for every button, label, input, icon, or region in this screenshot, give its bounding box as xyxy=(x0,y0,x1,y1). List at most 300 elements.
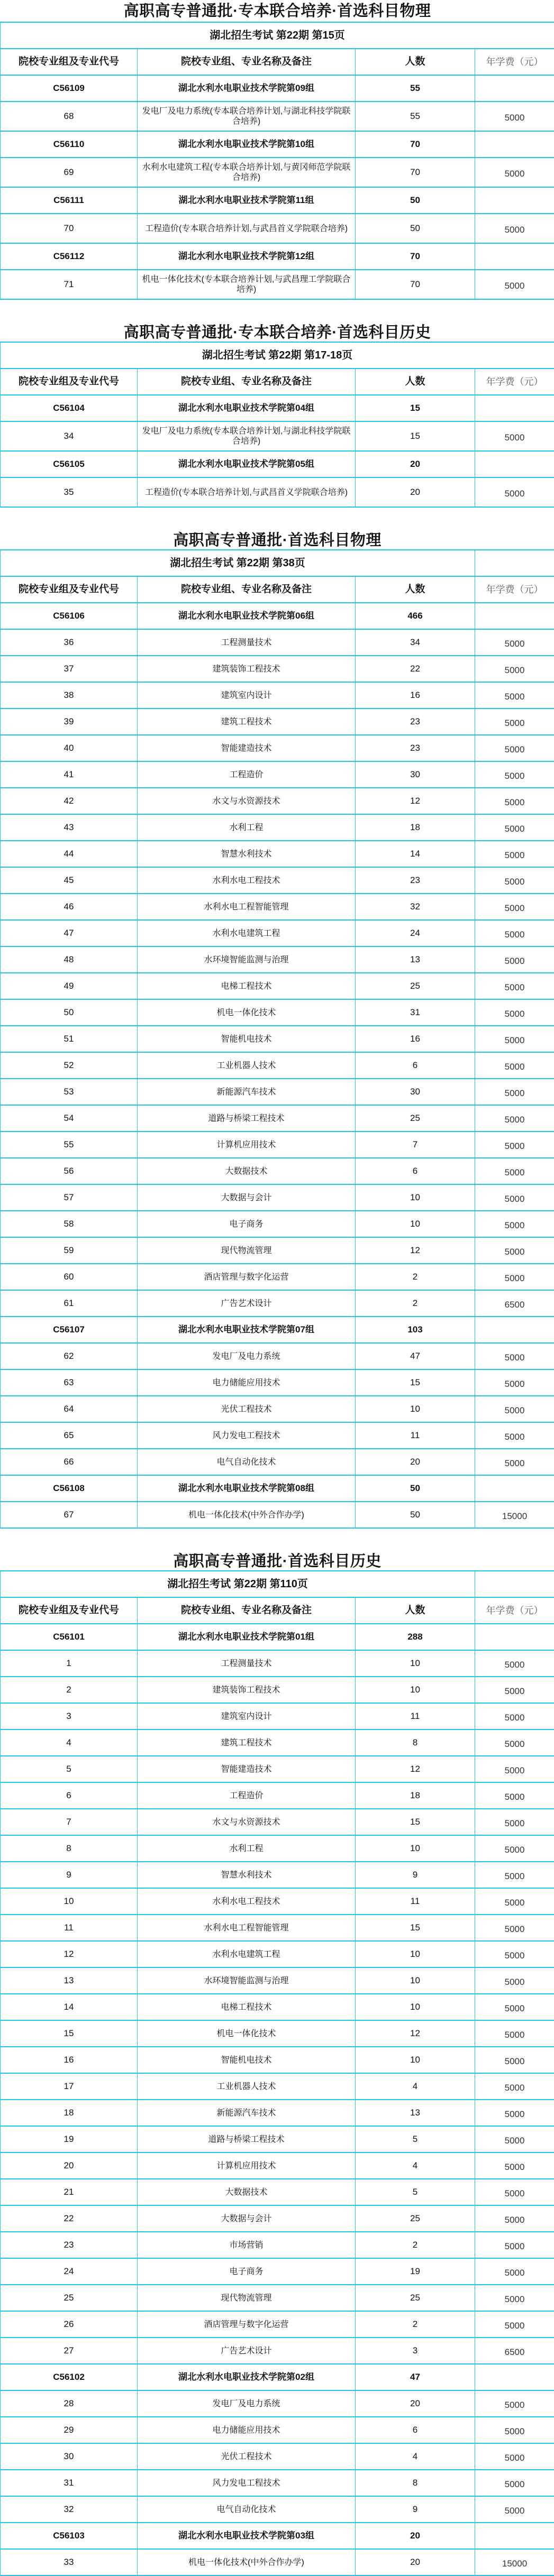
count-cell: 7 xyxy=(356,1131,475,1158)
code-cell: 13 xyxy=(1,1967,138,1994)
major-row xyxy=(1,2285,554,2311)
name-cell: 智慧水利技术 xyxy=(138,841,356,867)
header-code: 院校专业组及专业代号 xyxy=(1,49,138,75)
code-cell: C56106 xyxy=(1,603,138,629)
major-row xyxy=(1,2496,554,2523)
name-cell: 工程造价 xyxy=(138,1782,356,1809)
table-title: 高职高专普通批·专本联合培养·首选科目物理 xyxy=(1,0,554,22)
count-cell: 20 xyxy=(356,1449,475,1475)
fee-cell xyxy=(475,131,554,158)
fee-cell xyxy=(475,1475,554,1502)
fee-cell xyxy=(475,1624,554,1650)
header-name: 院校专业组、专业名称及备注 xyxy=(138,49,356,75)
count-cell: 10 xyxy=(356,1835,475,1862)
fee-cell: 5000 xyxy=(475,2020,554,2047)
name-cell: 大数据与会计 xyxy=(138,1184,356,1211)
name-cell: 智慧水利技术 xyxy=(138,1862,356,1888)
code-cell: C56108 xyxy=(1,1475,138,1502)
group-row xyxy=(1,451,554,477)
code-cell: C56111 xyxy=(1,187,138,214)
fee-cell: 5000 xyxy=(475,629,554,656)
admission-table xyxy=(0,0,554,300)
name-cell: 工程造价(专本联合培养计划,与武昌首义学院联合培养) xyxy=(138,214,356,243)
fee-cell: 5000 xyxy=(475,1994,554,2020)
count-cell: 10 xyxy=(356,1211,475,1237)
code-cell: 20 xyxy=(1,2152,138,2179)
code-cell: C56110 xyxy=(1,131,138,158)
major-row xyxy=(1,867,554,894)
name-cell: 水利水电建筑工程(专本联合培养计划,与黄冈师范学院联合培养) xyxy=(138,158,356,187)
code-cell: C56102 xyxy=(1,2364,138,2390)
fee-cell: 5000 xyxy=(475,102,554,131)
major-row xyxy=(1,2311,554,2338)
name-cell: 智能建造技术 xyxy=(138,735,356,761)
code-cell: 5 xyxy=(1,1756,138,1782)
code-cell: 64 xyxy=(1,1396,138,1422)
count-cell: 5 xyxy=(356,2126,475,2152)
code-cell: 32 xyxy=(1,2496,138,2523)
fee-cell: 5000 xyxy=(475,920,554,946)
name-cell: 电气自动化技术 xyxy=(138,1449,356,1475)
major-row xyxy=(1,1052,554,1079)
code-cell: 65 xyxy=(1,1422,138,1449)
title-row xyxy=(1,0,554,22)
admission-table xyxy=(0,1529,554,2576)
name-cell: 电梯工程技术 xyxy=(138,1994,356,2020)
fee-cell: 5000 xyxy=(475,2100,554,2126)
header-row xyxy=(1,369,554,395)
code-cell: 46 xyxy=(1,894,138,920)
name-cell: 湖北水利水电职业技术学院第01组 xyxy=(138,1624,356,1650)
count-cell: 466 xyxy=(356,603,475,629)
group-row xyxy=(1,131,554,158)
header-fee: 年学费（元） xyxy=(475,369,554,395)
major-row xyxy=(1,629,554,656)
count-cell: 50 xyxy=(356,1475,475,1502)
major-row xyxy=(1,2020,554,2047)
name-cell: 机电一体化技术(中外合作办学) xyxy=(138,2549,356,2575)
name-cell: 电子商务 xyxy=(138,2258,356,2285)
fee-cell: 5000 xyxy=(475,2443,554,2470)
count-cell: 10 xyxy=(356,1184,475,1211)
code-cell: 61 xyxy=(1,1290,138,1317)
major-row xyxy=(1,1158,554,1184)
count-cell: 15 xyxy=(356,421,475,451)
major-row xyxy=(1,2179,554,2205)
count-cell: 4 xyxy=(356,2443,475,2470)
count-cell: 2 xyxy=(356,1264,475,1290)
code-cell: 70 xyxy=(1,214,138,243)
code-cell: 55 xyxy=(1,1131,138,1158)
fee-cell: 5000 xyxy=(475,1079,554,1105)
major-row xyxy=(1,894,554,920)
header-name: 院校专业组、专业名称及备注 xyxy=(138,369,356,395)
fee-cell: 15000 xyxy=(475,2549,554,2575)
code-cell: 43 xyxy=(1,814,138,841)
fee-cell: 5000 xyxy=(475,761,554,788)
name-cell: 电子商务 xyxy=(138,1211,356,1237)
fee-cell: 5000 xyxy=(475,2152,554,2179)
fee-cell: 5000 xyxy=(475,1888,554,1915)
count-cell: 15 xyxy=(356,1915,475,1941)
count-cell: 23 xyxy=(356,735,475,761)
fee-cell: 5000 xyxy=(475,867,554,894)
count-cell: 13 xyxy=(356,2100,475,2126)
name-cell: 湖北水利水电职业技术学院第08组 xyxy=(138,1475,356,1502)
code-cell: 40 xyxy=(1,735,138,761)
fee-cell: 5000 xyxy=(475,2285,554,2311)
code-cell: 24 xyxy=(1,2258,138,2285)
fee-cell: 5000 xyxy=(475,477,554,507)
name-cell: 电气自动化技术 xyxy=(138,2496,356,2523)
fee-cell: 5000 xyxy=(475,973,554,999)
count-cell: 32 xyxy=(356,894,475,920)
major-row xyxy=(1,2338,554,2364)
code-cell: 37 xyxy=(1,656,138,682)
code-cell: 30 xyxy=(1,2443,138,2470)
count-cell: 12 xyxy=(356,2020,475,2047)
fee-cell: 5000 xyxy=(475,1369,554,1396)
fee-cell: 5000 xyxy=(475,946,554,973)
name-cell: 工程测量技术 xyxy=(138,1650,356,1677)
major-row xyxy=(1,1369,554,1396)
fee-cell: 5000 xyxy=(475,1343,554,1369)
table-subtitle: 湖北招生考试 第22期 第15页 xyxy=(1,22,554,49)
major-row xyxy=(1,2443,554,2470)
name-cell: 水利工程 xyxy=(138,814,356,841)
fee-cell: 5000 xyxy=(475,999,554,1026)
count-cell: 3 xyxy=(356,2338,475,2364)
count-cell: 10 xyxy=(356,1941,475,1967)
fee-cell: 5000 xyxy=(475,158,554,187)
fee-cell: 5000 xyxy=(475,894,554,920)
count-cell: 18 xyxy=(356,1782,475,1809)
count-cell: 25 xyxy=(356,2285,475,2311)
major-row xyxy=(1,270,554,299)
code-cell: C56109 xyxy=(1,75,138,102)
name-cell: 计算机应用技术 xyxy=(138,1131,356,1158)
code-cell: 36 xyxy=(1,629,138,656)
count-cell: 16 xyxy=(356,1026,475,1052)
fee-cell: 5000 xyxy=(475,1105,554,1131)
count-cell: 103 xyxy=(356,1317,475,1343)
fee-cell: 5000 xyxy=(475,1264,554,1290)
fee-cell: 5000 xyxy=(475,2126,554,2152)
count-cell: 15 xyxy=(356,1809,475,1835)
name-cell: 湖北水利水电职业技术学院第03组 xyxy=(138,2523,356,2549)
name-cell: 建筑装饰工程技术 xyxy=(138,1677,356,1703)
fee-cell: 5000 xyxy=(475,1809,554,1835)
code-cell: 66 xyxy=(1,1449,138,1475)
code-cell: 6 xyxy=(1,1782,138,1809)
fee-cell: 5000 xyxy=(475,1422,554,1449)
name-cell: 发电厂及电力系统(专本联合培养计划,与湖北科技学院联合培养) xyxy=(138,421,356,451)
fee-cell: 5000 xyxy=(475,788,554,814)
fee-cell: 5000 xyxy=(475,1862,554,1888)
title-row xyxy=(1,300,554,342)
count-cell: 70 xyxy=(356,243,475,270)
code-cell: 18 xyxy=(1,2100,138,2126)
code-cell: 35 xyxy=(1,477,138,507)
code-cell: 29 xyxy=(1,2417,138,2443)
name-cell: 新能源汽车技术 xyxy=(138,1079,356,1105)
name-cell: 机电一体化技术 xyxy=(138,999,356,1026)
name-cell: 大数据与会计 xyxy=(138,2205,356,2232)
major-row xyxy=(1,1835,554,1862)
code-cell: 69 xyxy=(1,158,138,187)
name-cell: 现代物流管理 xyxy=(138,1237,356,1264)
name-cell: 湖北水利水电职业技术学院第04组 xyxy=(138,395,356,421)
count-cell: 30 xyxy=(356,761,475,788)
name-cell: 工业机器人技术 xyxy=(138,2073,356,2100)
name-cell: 水利水电工程智能管理 xyxy=(138,1915,356,1941)
fee-cell: 5000 xyxy=(475,1729,554,1756)
major-row xyxy=(1,2073,554,2100)
name-cell: 电梯工程技术 xyxy=(138,973,356,999)
code-cell: 33 xyxy=(1,2549,138,2575)
major-row xyxy=(1,1422,554,1449)
code-cell: C56112 xyxy=(1,243,138,270)
count-cell: 9 xyxy=(356,1862,475,1888)
name-cell: 建筑工程技术 xyxy=(138,709,356,735)
major-row xyxy=(1,1915,554,1941)
fee-cell: 5000 xyxy=(475,1237,554,1264)
count-cell: 55 xyxy=(356,75,475,102)
fee-cell: 5000 xyxy=(475,214,554,243)
fee-cell: 5000 xyxy=(475,2179,554,2205)
name-cell: 湖北水利水电职业技术学院第09组 xyxy=(138,75,356,102)
name-cell: 市场营销 xyxy=(138,2232,356,2258)
name-cell: 光伏工程技术 xyxy=(138,1396,356,1422)
count-cell: 8 xyxy=(356,1729,475,1756)
code-cell: 12 xyxy=(1,1941,138,1967)
fee-cell: 5000 xyxy=(475,1131,554,1158)
count-cell: 10 xyxy=(356,2047,475,2073)
count-cell: 70 xyxy=(356,158,475,187)
code-cell: 62 xyxy=(1,1343,138,1369)
name-cell: 道路与桥梁工程技术 xyxy=(138,1105,356,1131)
fee-cell xyxy=(475,75,554,102)
count-cell: 6 xyxy=(356,1158,475,1184)
code-cell: 54 xyxy=(1,1105,138,1131)
name-cell: 建筑装饰工程技术 xyxy=(138,656,356,682)
code-cell: C56103 xyxy=(1,2523,138,2549)
fee-cell: 5000 xyxy=(475,2047,554,2073)
fee-cell: 5000 xyxy=(475,656,554,682)
count-cell: 11 xyxy=(356,1422,475,1449)
name-cell: 现代物流管理 xyxy=(138,2285,356,2311)
name-cell: 酒店管理与数字化运营 xyxy=(138,2311,356,2338)
code-cell: 10 xyxy=(1,1888,138,1915)
count-cell: 20 xyxy=(356,2390,475,2417)
count-cell: 10 xyxy=(356,1967,475,1994)
code-cell: 47 xyxy=(1,920,138,946)
major-row xyxy=(1,682,554,709)
name-cell: 湖北水利水电职业技术学院第02组 xyxy=(138,2364,356,2390)
fee-cell: 5000 xyxy=(475,1650,554,1677)
fee-cell: 5000 xyxy=(475,735,554,761)
count-cell: 18 xyxy=(356,814,475,841)
fee-cell: 5000 xyxy=(475,1782,554,1809)
subtitle-row xyxy=(1,1571,554,1597)
header-row xyxy=(1,576,554,603)
code-cell: 23 xyxy=(1,2232,138,2258)
name-cell: 湖北水利水电职业技术学院第05组 xyxy=(138,451,356,477)
count-cell: 50 xyxy=(356,1502,475,1528)
name-cell: 大数据技术 xyxy=(138,1158,356,1184)
code-cell: 21 xyxy=(1,2179,138,2205)
count-cell: 10 xyxy=(356,1677,475,1703)
major-row xyxy=(1,973,554,999)
fee-cell: 5000 xyxy=(475,2311,554,2338)
major-row xyxy=(1,788,554,814)
fee-cell: 5000 xyxy=(475,2390,554,2417)
major-row xyxy=(1,1729,554,1756)
fee-cell: 5000 xyxy=(475,709,554,735)
code-cell: 52 xyxy=(1,1052,138,1079)
count-cell: 5 xyxy=(356,2179,475,2205)
name-cell: 湖北水利水电职业技术学院第12组 xyxy=(138,243,356,270)
fee-cell: 5000 xyxy=(475,2417,554,2443)
count-cell: 23 xyxy=(356,709,475,735)
code-cell: C56104 xyxy=(1,395,138,421)
major-row xyxy=(1,2152,554,2179)
code-cell: C56105 xyxy=(1,451,138,477)
major-row xyxy=(1,946,554,973)
major-row xyxy=(1,1502,554,1528)
fee-cell xyxy=(475,243,554,270)
major-row xyxy=(1,841,554,867)
count-cell: 14 xyxy=(356,841,475,867)
name-cell: 新能源汽车技术 xyxy=(138,2100,356,2126)
fee-cell xyxy=(475,2523,554,2549)
code-cell: 39 xyxy=(1,709,138,735)
code-cell: 25 xyxy=(1,2285,138,2311)
major-row xyxy=(1,1809,554,1835)
code-cell: C56101 xyxy=(1,1624,138,1650)
code-cell: 41 xyxy=(1,761,138,788)
major-row xyxy=(1,1650,554,1677)
count-cell: 6 xyxy=(356,2417,475,2443)
code-cell: 2 xyxy=(1,1677,138,1703)
count-cell: 70 xyxy=(356,270,475,299)
fee-cell xyxy=(475,395,554,421)
fee-cell: 5000 xyxy=(475,270,554,299)
major-row xyxy=(1,2258,554,2285)
name-cell: 水利水电建筑工程 xyxy=(138,920,356,946)
header-row xyxy=(1,49,554,75)
name-cell: 建筑工程技术 xyxy=(138,1729,356,1756)
major-row xyxy=(1,1026,554,1052)
major-row xyxy=(1,1079,554,1105)
header-fee: 年学费（元） xyxy=(475,1597,554,1624)
fee-cell: 5000 xyxy=(475,2258,554,2285)
fee-cell: 5000 xyxy=(475,1756,554,1782)
count-cell: 50 xyxy=(356,214,475,243)
name-cell: 智能机电技术 xyxy=(138,1026,356,1052)
count-cell: 23 xyxy=(356,867,475,894)
table-subtitle: 湖北招生考试 第22期 第17-18页 xyxy=(1,342,554,369)
count-cell: 10 xyxy=(356,1396,475,1422)
count-cell: 20 xyxy=(356,477,475,507)
major-row xyxy=(1,1703,554,1729)
header-count: 人数 xyxy=(356,49,475,75)
major-row xyxy=(1,1105,554,1131)
fee-cell: 5000 xyxy=(475,841,554,867)
major-row xyxy=(1,158,554,187)
fee-cell: 5000 xyxy=(475,2496,554,2523)
code-cell: 31 xyxy=(1,2470,138,2496)
fee-cell: 5000 xyxy=(475,1941,554,1967)
table-title: 高职高专普通批·首选科目物理 xyxy=(1,508,554,550)
count-cell: 47 xyxy=(356,1343,475,1369)
code-cell: 67 xyxy=(1,1502,138,1528)
major-row xyxy=(1,656,554,682)
major-row xyxy=(1,2126,554,2152)
name-cell: 酒店管理与数字化运营 xyxy=(138,1264,356,1290)
count-cell: 288 xyxy=(356,1624,475,1650)
major-row xyxy=(1,102,554,131)
code-cell: 1 xyxy=(1,1650,138,1677)
count-cell: 50 xyxy=(356,187,475,214)
code-cell: 68 xyxy=(1,102,138,131)
code-cell: 71 xyxy=(1,270,138,299)
code-cell: 15 xyxy=(1,2020,138,2047)
group-row xyxy=(1,187,554,214)
code-cell: 7 xyxy=(1,1809,138,1835)
table-subtitle: 湖北招生考试 第22期 第110页 xyxy=(1,1571,475,1597)
name-cell: 水文与水资源技术 xyxy=(138,788,356,814)
admission-table xyxy=(0,300,554,508)
group-row xyxy=(1,2364,554,2390)
major-row xyxy=(1,1967,554,1994)
name-cell: 湖北水利水电职业技术学院第10组 xyxy=(138,131,356,158)
count-cell: 19 xyxy=(356,2258,475,2285)
code-cell: 3 xyxy=(1,1703,138,1729)
major-row xyxy=(1,1211,554,1237)
major-row xyxy=(1,814,554,841)
name-cell: 机电一体化技术 xyxy=(138,2020,356,2047)
code-cell: 50 xyxy=(1,999,138,1026)
name-cell: 工程测量技术 xyxy=(138,629,356,656)
count-cell: 10 xyxy=(356,1650,475,1677)
name-cell: 机电一体化技术(中外合作办学) xyxy=(138,1502,356,1528)
name-cell: 智能建造技术 xyxy=(138,1756,356,1782)
name-cell: 大数据技术 xyxy=(138,2179,356,2205)
count-cell: 25 xyxy=(356,973,475,999)
subtitle-row xyxy=(1,550,554,576)
fee-cell: 5000 xyxy=(475,1184,554,1211)
major-row xyxy=(1,1184,554,1211)
count-cell: 25 xyxy=(356,1105,475,1131)
code-cell: 19 xyxy=(1,2126,138,2152)
group-row xyxy=(1,1317,554,1343)
count-cell: 70 xyxy=(356,131,475,158)
header-name: 院校专业组、专业名称及备注 xyxy=(138,1597,356,1624)
name-cell: 水利水电工程技术 xyxy=(138,867,356,894)
fee-cell: 5000 xyxy=(475,2205,554,2232)
code-cell: 51 xyxy=(1,1026,138,1052)
group-row xyxy=(1,75,554,102)
count-cell: 34 xyxy=(356,629,475,656)
header-count: 人数 xyxy=(356,576,475,603)
name-cell: 计算机应用技术 xyxy=(138,2152,356,2179)
code-cell: 38 xyxy=(1,682,138,709)
fee-cell: 6500 xyxy=(475,2338,554,2364)
name-cell: 湖北水利水电职业技术学院第07组 xyxy=(138,1317,356,1343)
name-cell: 水文与水资源技术 xyxy=(138,1809,356,1835)
code-cell: 58 xyxy=(1,1211,138,1237)
